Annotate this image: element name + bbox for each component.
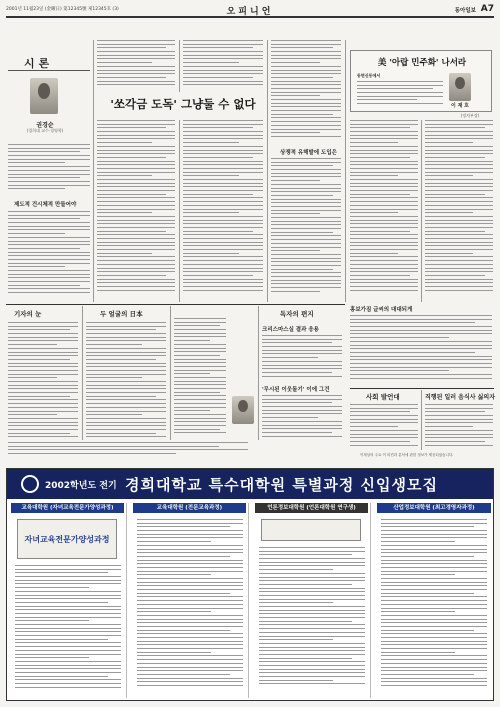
advertisement[interactable]: [6, 468, 494, 701]
author-photo: [30, 78, 58, 114]
article-text: [8, 211, 90, 303]
article-text: [350, 404, 418, 450]
column-subtitle: 동면신동에서: [357, 73, 381, 78]
column-label-right: 직행된 일러 음식사 싫의자: [425, 394, 496, 401]
article-subhead: 제도적 건시체적 만들어야: [14, 202, 77, 208]
ad-column-header: 산업정보대학원 (최고경영자과정): [377, 503, 491, 513]
dugeol-label: 두 얼굴의 日本: [100, 310, 143, 318]
ad-banner: [7, 469, 493, 499]
article-text: [86, 322, 166, 440]
author-affiliation: (경희대 교수·경영학): [26, 128, 64, 133]
article-text: [425, 120, 493, 302]
columnist-affiliation: (정치부장): [460, 113, 480, 118]
columnist-name: 이 재 호: [451, 103, 469, 109]
article-text: [350, 315, 492, 385]
paper-name: 동아일보: [454, 8, 476, 14]
columnist-photo: [449, 73, 471, 101]
ad-column: [9, 503, 127, 698]
university-logo-icon: [21, 475, 39, 493]
ad-title: 경희대학교 특수대학원 특별과정 신입생모집: [125, 476, 438, 494]
social-label: 사회 발언대: [366, 393, 400, 401]
ad-column-header: 언론정보대학원 (언론대학원 연구생): [255, 503, 368, 513]
ad-column-header: 교육대학원 (전문교육과정): [133, 503, 246, 513]
reader-item-2: '무시된 이웃돌기' 이에 그건: [262, 387, 330, 393]
article-text: [97, 40, 175, 92]
article-text: [183, 40, 263, 92]
gaek-label: 기자의 눈: [14, 310, 42, 318]
reader-label: 독자의 편지: [280, 310, 314, 318]
author-name: 권경순: [36, 122, 54, 129]
article-text: [262, 395, 342, 440]
ad-highlight-box: [17, 519, 117, 559]
column-headline: 美 '아랍 민주화' 나서라: [377, 58, 467, 68]
contact-info: [8, 442, 248, 462]
article-text: [271, 40, 341, 145]
ad-sub-box: [261, 519, 361, 541]
column-text: [357, 81, 443, 109]
page-header: [6, 4, 494, 18]
footer-note: 이재상의 주요 이 의견과 분석에 관한 정보가 제공되었습니다.: [360, 453, 454, 457]
ad-text: [259, 547, 365, 693]
ad-column-header: 교육대학원 (자녀교육전문가양성과정): [11, 503, 124, 513]
author-photo: [232, 396, 254, 424]
reader-item-1: 크리스마스실 결과 응용: [262, 327, 319, 333]
ad-column: [131, 503, 249, 698]
column-box: [350, 50, 492, 112]
divider: [8, 70, 90, 71]
sion-label: 시 론: [24, 57, 50, 70]
section-title: 오피니언: [226, 7, 274, 17]
article-text: [183, 120, 263, 302]
article-text: [271, 158, 341, 302]
article-text: [97, 120, 175, 302]
mid-right-subhead-2: 홍보가짐 글씨의 대대되게: [350, 307, 413, 313]
article-headline: '쏘각금 도독' 그냥둘 수 없다: [110, 97, 256, 111]
article-text: [350, 120, 418, 302]
article-text: [262, 335, 342, 381]
ad-text: [381, 519, 487, 693]
article-text: [174, 318, 226, 440]
header-date: 2001년 11월23일 (金曜日) 第12345號 제12345호 (3): [6, 7, 119, 12]
ad-text: [15, 565, 121, 693]
article-text: [425, 404, 493, 450]
page-number: A7: [480, 4, 494, 14]
mid-right-subhead-1: 상쟁적 유해발에 도입은: [280, 150, 337, 156]
ad-column: [375, 503, 493, 698]
ad-text: [137, 519, 243, 693]
ad-highlight-text: 자녀교육전문가양성과정: [24, 534, 110, 544]
ad-column: [253, 503, 371, 698]
ad-year: 2002학년도 전기: [45, 481, 117, 491]
article-text: [8, 144, 90, 198]
article-text: [8, 322, 78, 440]
